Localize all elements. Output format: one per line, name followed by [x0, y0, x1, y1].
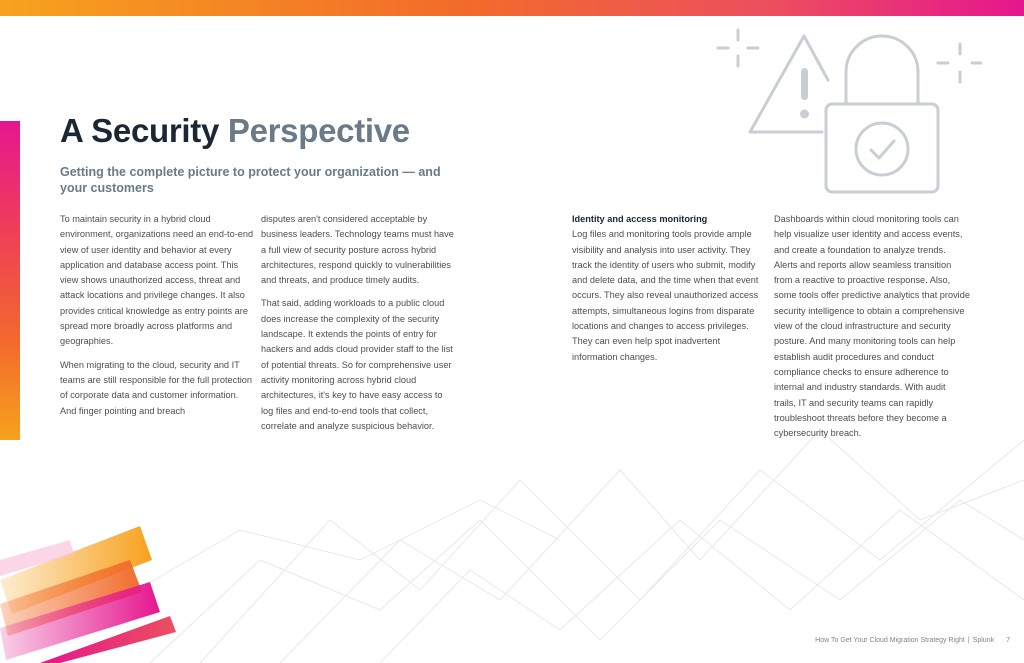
column2-paragraph-1: disputes aren't considered acceptable by business leaders. Technology teams must have a full view of security posture across hybrid architectures, respond quickly to vulnerabilities and threats, and produce timely audits.	[261, 214, 454, 286]
padlock-warning-icon	[712, 26, 982, 198]
title-lead: A Security	[60, 112, 228, 149]
column2-paragraph-2: That said, adding workloads to a public cloud does increase the complexity of the security landscape. It extends the points of entry for hackers and adds cloud provider staff to the list of potential threats. So for comprehensive user activity monitoring across hybrid cloud architectures, it's key to have easy access to log files and end-to-end tools that collect, correlate and analyze suspicious behavior.	[261, 298, 453, 431]
column3-heading: Identity and access monitoring	[572, 214, 708, 224]
footer-doc-title: How To Get Your Cloud Migration Strategy Right	[815, 637, 965, 644]
page-footer	[700, 637, 1010, 644]
decorative-ribbons	[0, 520, 200, 663]
page-number: 7	[1006, 637, 1010, 644]
column1-paragraph-1: To maintain security in a hybrid cloud environment, organizations need an end-to-end view of user identity and behavior at every application and database access point. This view shows unauthorized access, threat and attack locations and privilege changes. It also provides critical knowledge as entry points are spread more broadly across platforms and geographies.	[60, 214, 254, 347]
page-subtitle: Getting the complete picture to protect your organization — and your customers	[60, 165, 441, 195]
text-column-2	[261, 212, 457, 442]
text-column-3	[572, 212, 768, 373]
footer-brand: Splunk	[972, 637, 995, 644]
text-column-4	[774, 212, 970, 449]
title-accent: Perspective	[227, 112, 410, 149]
column3-paragraph-1: Log files and monitoring tools provide ample visibility and analysis into user activity. They track the identity of users who submit, modify and delete data, and the time when that event occurs. They also reveal unauthorized access attempts, simultaneous logins from disparate locations and changes to access privileges. They can even help spot inadvertent information changes.	[572, 229, 759, 362]
column4-paragraph-1: Dashboards within cloud monitoring tools can help visualize user identity and access events, and create a foundation to analyze trends. Alerts and reports allow seamless transition from a reactive to proactive response. Also, some tools offer predictive analytics that provide security intelligence to obtain a comprehensive view of the cloud infrastructure and security posture. And many monitoring tools can help establish audit procedures and conduct compliance checks to ensure adherence to internal and industry standards. With audit trails, IT and security teams can rapidly troubleshoot threats before they become a cybersecurity breach.	[774, 214, 970, 439]
column1-paragraph-2: When migrating to the cloud, security and IT teams are still responsible for the full protection of corporate data and customer information. And finger pointing and breach	[60, 359, 253, 416]
footer-separator: |	[967, 637, 970, 644]
text-column-1	[60, 212, 256, 427]
page-title	[60, 112, 410, 150]
